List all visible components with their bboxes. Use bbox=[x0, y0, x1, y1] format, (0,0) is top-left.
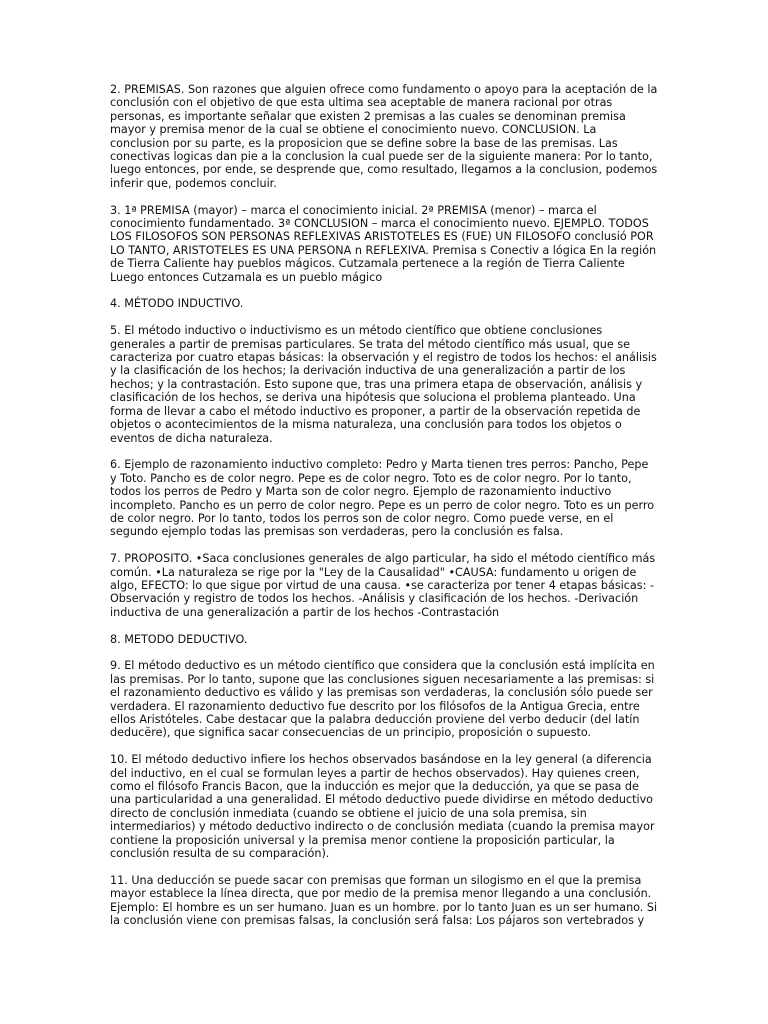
paragraph-deductivo-infiere: 10. El método deductivo infiere los hechos observados basándose en la ley general (a diferencia del inductivo, en el cual se formulan leyes a partir de hechos observados). Hay quienes creen, como el filósofo Francis Bacon, que la inducción es mejor que la deducción, ya que se pasa de una particularidad a una generalidad. El método deductivo puede dividirse en método deductivo directo de conclusión inmediata (cuando se obtiene el juicio de una sola premisa, sin intermediarios) y método deductivo indirecto o de conclusión mediata (cuando la premisa mayor contiene la proposición universal y la premisa menor contiene la proposición particular, la conclusión resulta de su comparación). bbox=[110, 753, 655, 861]
document-page bbox=[110, 83, 658, 941]
paragraph-metodo-inductivo: 5. El método inductivo o inductivismo es un método científico que obtiene conclusiones generales a partir de premisas particulares. Se trata del método científico más usual, que se caracteriza por cuatro etapas básicas: la observación y el registro de todos los hechos: el análisis y la clasificación de los hechos; la derivación inductiva de una generalización a partir de los hechos; y la contrastación. Esto supone que, tras una primera etapa de observación, análisis y clasificación de los hechos, se deriva una hipótesis que soluciona el problema planteado. Una forma de llevar a cabo el método inductivo es proponer, a partir de la observación repetida de objetos o acontecimientos de la misma naturaleza, una conclusión para todos los objetos o eventos de dicha naturaleza. bbox=[110, 324, 657, 445]
paragraph-deduccion-silogismo: 11. Una deducción se puede sacar con premisas que forman un silogismo en el que la premisa mayor establece la línea directa, que por medio de la premisa menor llegando a una conclusión. Ejemplo: El hombre es un ser humano. Juan es un hombre. por lo tanto Juan es un ser humano. Si la conclusión viene con premisas falsas, la conclusión será falsa: Los pájaros son vertebrados y bbox=[110, 873, 658, 928]
paragraph-ejemplo-inductivo: 6. Ejemplo de razonamiento inductivo completo: Pedro y Marta tienen tres perros: Pancho, Pepe y Toto. Pancho es de color negro. Pepe es de color negro. Toto es de color negro. Por lo tanto, todos los perros de Pedro y Marta son de color negro. Ejemplo de razonamiento inductivo incompleto. Pancho es un perro de color negro. Pepe es un perro de color negro. Toto es un perro de color negro. Por lo tanto, todos los perros son de color negro. Como puede verse, en el segundo ejemplo todas las premisas son verdaderas, pero la conclusión es falsa. bbox=[110, 458, 655, 539]
paragraph-premisas: 2. PREMISAS. Son razones que alguien ofrece como fundamento o apoyo para la aceptación de la conclusión con el objetivo de que esta ultima sea aceptable de manera racional por otras personas, es importante señalar que existen 2 premisas a las cuales se denominan premisa mayor y premisa menor de la cual se obtiene el conocimiento nuevo. CONCLUSION. La conclusion por su parte, es la proposicion que se define sobre la base de las premisas. Las conectivas logicas dan pie a la conclusion la cual puede ser de la siguiente manera: Por lo tanto, luego entonces, por ende, se desprende que, como resultado, llegamos a la conclusion, podemos inferir que, podemos concluir. bbox=[110, 83, 658, 190]
paragraph-premisa-ejemplo: 3. 1ª PREMISA (mayor) – marca el conocimiento inicial. 2ª PREMISA (menor) – marca el conocimiento fundamentado. 3ª CONCLUSION – marca el conocimiento nuevo. EJEMPLO. TODOS LOS FILOSOFOS SON PERSONAS REFLEXIVAS ARISTOTELES ES (FUE) UN FILOSOFO conclusió POR LO TANTO, ARISTOTELES ES UNA PERSONA n REFLEXIVA. Premisa s Conectiv a lógica En la región de Tierra Caliente hay pueblos mágicos. Cutzamala pertenece a la región de Tierra Caliente Luego entonces Cutzamala es un pueblo mágico bbox=[110, 203, 657, 284]
paragraph-proposito: 7. PROPOSITO. •Saca conclusiones generales de algo particular, ha sido el método científico más común. •La naturaleza se rige por la "Ley de la Causalidad" •CAUSA: fundamento u origen de algo, EFECTO: lo que sigue por virtud de una causa. •se caracteriza por tener 4 etapas básicas: -Observación y registro de todos los hechos. -Análisis y clasificación de los hechos. -Derivación inductiva de una generalización a partir de los hechos -Contrastación bbox=[110, 552, 656, 619]
heading-metodo-inductivo: 4. MÉTODO INDUCTIVO. bbox=[110, 297, 244, 311]
heading-metodo-deductivo: 8. METODO DEDUCTIVO. bbox=[110, 632, 248, 646]
paragraph-metodo-deductivo: 9. El método deductivo es un método científico que considera que la conclusión está implícita en las premisas. Por lo tanto, supone que las conclusiones siguen necesariamente a las premisas: si el razonamiento deductivo es válido y las premisas son verdaderas, la conclusión sólo puede ser verdadera. El razonamiento deductivo fue descrito por los filósofos de la Antigua Grecia, entre ellos Aristóteles. Cabe destacar que la palabra deducción proviene del verbo deducir (del latín deducĕre), que significa sacar consecuencias de un principio, proposición o supuesto. bbox=[110, 659, 655, 740]
